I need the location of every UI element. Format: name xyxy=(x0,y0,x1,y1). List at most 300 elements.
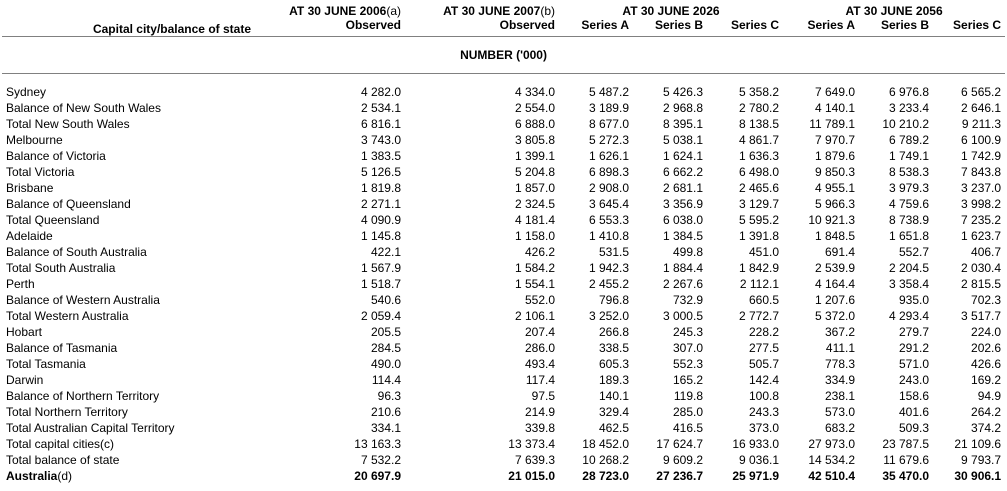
table-row xyxy=(2,132,1005,148)
row-label xyxy=(2,372,255,388)
row-value-cell: 8 738.9 xyxy=(888,213,930,227)
table-row xyxy=(2,324,1005,340)
row-value-cell: 426.2 xyxy=(524,245,555,259)
col-header-2026-series-c: Series C xyxy=(707,18,783,37)
row-value-cell: 5 372.0 xyxy=(814,309,856,323)
row-value-cell: 114.4 xyxy=(371,373,401,387)
group-2007-note: (b) xyxy=(540,4,555,18)
row-label-text: Total balance of state xyxy=(6,453,120,467)
row-value-cell: 4 861.7 xyxy=(738,133,780,147)
row-value-cell: 6 888.0 xyxy=(514,117,555,131)
row-label-text: Total South Australia xyxy=(6,261,116,275)
row-value-cell: 1 857.0 xyxy=(514,181,555,195)
row-value-cell: 3 645.4 xyxy=(588,197,629,211)
row-value-cell: 3 000.5 xyxy=(662,309,703,323)
table-row xyxy=(2,164,1005,180)
row-value-cell: 8 538.3 xyxy=(888,165,930,179)
row-value-cell: 7 649.0 xyxy=(814,85,856,99)
row-value-cell: 7 970.7 xyxy=(814,133,856,147)
row-value-cell: 25 971.9 xyxy=(732,469,780,483)
row-value-cell: 3 517.7 xyxy=(961,309,1002,323)
row-value-cell: 401.6 xyxy=(899,405,930,419)
group-header-2006 xyxy=(255,0,405,18)
row-value-cell: 20 697.9 xyxy=(354,469,401,483)
group-2006-label: AT 30 JUNE 2006 xyxy=(289,4,387,18)
row-value-cell: 2 681.1 xyxy=(662,181,703,195)
row-value-cell: 2 455.2 xyxy=(588,277,629,291)
row-label xyxy=(2,324,255,340)
row-value-cell: 552.0 xyxy=(524,293,555,307)
row-value-cell: 30 906.1 xyxy=(954,469,1002,483)
row-label xyxy=(2,84,255,100)
row-label xyxy=(2,404,255,420)
row-label-text: Total Queensland xyxy=(6,213,100,227)
row-value-cell: 4 181.4 xyxy=(514,213,555,227)
row-value-cell: 11 679.6 xyxy=(883,453,930,467)
row-value-cell: 42 510.4 xyxy=(808,469,856,483)
row-value-cell: 540.6 xyxy=(370,293,401,307)
row-value-cell: 1 879.6 xyxy=(814,149,856,163)
row-value-cell: 490.0 xyxy=(370,357,401,371)
row-value-cell: 4 164.4 xyxy=(814,277,856,291)
population-table xyxy=(2,0,1005,484)
row-value-cell: 411.1 xyxy=(825,341,856,355)
row-value-cell: 5 272.3 xyxy=(588,133,629,147)
row-value-cell: 264.2 xyxy=(971,405,1002,419)
row-label-text: Total Western Australia xyxy=(6,309,129,323)
group-2006-note: (a) xyxy=(386,4,401,18)
row-value-cell: 552.3 xyxy=(672,357,703,371)
row-value-cell: 1 584.2 xyxy=(514,261,555,275)
row-value-cell: 3 189.9 xyxy=(588,101,629,115)
row-value-cell: 1 848.5 xyxy=(814,229,856,243)
row-value-cell: 1 624.1 xyxy=(662,149,703,163)
row-value-cell: 228.2 xyxy=(749,325,780,339)
row-value-cell: 1 410.8 xyxy=(588,229,629,243)
row-value-cell: 2 267.6 xyxy=(662,277,703,291)
row-value-cell: 334.1 xyxy=(370,421,401,435)
row-value-cell: 3 979.3 xyxy=(888,181,930,195)
row-value-cell: 6 498.0 xyxy=(738,165,780,179)
row-value-cell: 1 145.8 xyxy=(360,229,401,243)
row-value-cell: 18 452.0 xyxy=(582,437,629,451)
row-value-cell: 119.8 xyxy=(673,389,703,403)
row-label xyxy=(2,468,255,484)
row-value-cell: 406.7 xyxy=(971,245,1002,259)
row-value-cell: 6 553.3 xyxy=(588,213,629,227)
row-value-cell: 9 609.2 xyxy=(662,453,703,467)
row-label xyxy=(2,180,255,196)
row-value-cell: 1 742.9 xyxy=(961,149,1002,163)
row-value-cell: 9 850.3 xyxy=(814,165,856,179)
row-label xyxy=(2,260,255,276)
unit-divider xyxy=(2,74,1005,85)
row-value-cell: 3 998.2 xyxy=(961,197,1002,211)
row-value-cell: 7 843.8 xyxy=(961,165,1002,179)
row-value-cell: 224.0 xyxy=(971,325,1002,339)
row-value-cell: 4 090.9 xyxy=(360,213,401,227)
row-value-cell: 1 942.3 xyxy=(588,261,629,275)
table-row xyxy=(2,372,1005,388)
row-value-cell: 462.5 xyxy=(598,421,629,435)
row-value-cell: 6 038.0 xyxy=(662,213,703,227)
row-value-cell: 6 789.2 xyxy=(888,133,930,147)
row-value-cell: 5 204.8 xyxy=(514,165,555,179)
row-value-cell: 279.7 xyxy=(899,325,930,339)
row-value-cell: 96.3 xyxy=(377,389,401,403)
row-value-cell: 1 158.0 xyxy=(514,229,555,243)
row-value-cell: 1 554.1 xyxy=(514,277,555,291)
row-value-cell: 4 759.6 xyxy=(888,197,930,211)
group-header-2007 xyxy=(405,0,559,18)
row-value-cell: 158.6 xyxy=(899,389,930,403)
row-value-cell: 329.4 xyxy=(598,405,629,419)
row-value-cell: 2 030.4 xyxy=(961,261,1002,275)
row-value-cell: 165.2 xyxy=(672,373,703,387)
row-value-cell: 3 233.4 xyxy=(888,101,930,115)
row-label-text: Melbourne xyxy=(6,133,63,147)
row-value-cell: 4 282.0 xyxy=(360,85,401,99)
row-value-cell: 2 204.5 xyxy=(888,261,930,275)
group-2007-label: AT 30 JUNE 2007 xyxy=(443,4,541,18)
row-value-cell: 11 789.1 xyxy=(809,117,856,131)
row-label-note: (d) xyxy=(57,469,73,483)
table-row xyxy=(2,260,1005,276)
table-row xyxy=(2,244,1005,260)
row-value-cell: 214.9 xyxy=(524,405,555,419)
row-value-cell: 3 356.9 xyxy=(662,197,703,211)
row-value-cell: 367.2 xyxy=(825,325,856,339)
row-label xyxy=(2,436,255,452)
row-label-note: (c) xyxy=(100,437,115,451)
row-value-cell: 1 623.7 xyxy=(961,229,1002,243)
row-value-cell: 9 211.3 xyxy=(961,117,1002,131)
row-label-text: Adelaide xyxy=(6,229,53,243)
row-value-cell: 2 106.1 xyxy=(514,309,555,323)
group-2056-label: AT 30 JUNE 2056 xyxy=(845,4,943,18)
row-value-cell: 9 036.1 xyxy=(738,453,780,467)
row-value-cell: 4 334.0 xyxy=(514,85,555,99)
row-value-cell: 3 252.0 xyxy=(588,309,629,323)
row-value-cell: 660.5 xyxy=(749,293,780,307)
row-label xyxy=(2,196,255,212)
row-value-cell: 286.0 xyxy=(524,341,555,355)
row-label-text: Sydney xyxy=(6,85,47,99)
row-value-cell: 451.0 xyxy=(749,245,780,259)
table-row xyxy=(2,388,1005,404)
row-value-cell: 2 059.4 xyxy=(360,309,401,323)
col-header-2026-series-a: Series A xyxy=(559,18,633,37)
row-value-cell: 1 636.3 xyxy=(738,149,780,163)
col-header-2026-series-b: Series B xyxy=(633,18,707,37)
row-value-cell: 284.5 xyxy=(370,341,401,355)
row-label-text: Perth xyxy=(6,277,35,291)
row-value-cell: 8 677.0 xyxy=(588,117,629,131)
row-label-text: Australia xyxy=(6,469,58,483)
row-label xyxy=(2,292,255,308)
row-label xyxy=(2,420,255,436)
row-value-cell: 5 038.1 xyxy=(662,133,703,147)
row-value-cell: 117.4 xyxy=(525,373,555,387)
row-value-cell: 778.3 xyxy=(825,357,856,371)
table-row xyxy=(2,340,1005,356)
table-row xyxy=(2,212,1005,228)
row-value-cell: 4 293.4 xyxy=(888,309,930,323)
row-value-cell: 605.3 xyxy=(598,357,629,371)
row-value-cell: 3 805.8 xyxy=(514,133,555,147)
row-value-cell: 307.0 xyxy=(672,341,703,355)
row-value-cell: 5 426.3 xyxy=(662,85,703,99)
row-value-cell: 238.1 xyxy=(825,389,856,403)
col-header-2056-series-a: Series A xyxy=(783,18,859,37)
table-row xyxy=(2,356,1005,372)
row-label xyxy=(2,116,255,132)
row-value-cell: 2 968.8 xyxy=(662,101,703,115)
row-value-cell: 422.1 xyxy=(370,245,401,259)
row-value-cell: 499.8 xyxy=(672,245,703,259)
row-label-text: Balance of Victoria xyxy=(6,149,106,163)
row-label xyxy=(2,132,255,148)
row-value-cell: 5 966.3 xyxy=(814,197,856,211)
row-label-text: Balance of South Australia xyxy=(6,245,147,259)
row-value-cell: 6 100.9 xyxy=(961,133,1002,147)
row-label-text: Balance of New South Wales xyxy=(6,101,161,115)
group-header-2056 xyxy=(783,0,1005,18)
row-value-cell: 373.0 xyxy=(749,421,780,435)
table-row xyxy=(2,228,1005,244)
row-value-cell: 207.4 xyxy=(524,325,555,339)
row-label xyxy=(2,276,255,292)
row-value-cell: 2 815.5 xyxy=(961,277,1002,291)
row-label xyxy=(2,308,255,324)
row-value-cell: 2 646.1 xyxy=(961,101,1002,115)
stub-column-label: Capital city/balance of state xyxy=(92,22,251,36)
row-value-cell: 142.4 xyxy=(749,373,780,387)
row-value-cell: 334.9 xyxy=(825,373,856,387)
table-row xyxy=(2,404,1005,420)
row-value-cell: 935.0 xyxy=(899,293,930,307)
row-value-cell: 291.2 xyxy=(899,341,930,355)
row-value-cell: 10 268.2 xyxy=(582,453,629,467)
row-value-cell: 2 554.0 xyxy=(514,101,555,115)
row-label-text: Balance of Queensland xyxy=(6,197,131,211)
col-header-2056-series-c: Series C xyxy=(933,18,1005,37)
row-value-cell: 13 163.3 xyxy=(354,437,401,451)
row-label xyxy=(2,244,255,260)
row-value-cell: 1 842.9 xyxy=(738,261,780,275)
table-row xyxy=(2,180,1005,196)
row-value-cell: 1 207.6 xyxy=(814,293,856,307)
row-value-cell: 6 898.3 xyxy=(588,165,629,179)
row-label-text: Total Tasmania xyxy=(6,357,86,371)
table-total-row xyxy=(2,468,1005,484)
row-value-cell: 339.8 xyxy=(524,421,555,435)
row-value-cell: 2 780.2 xyxy=(738,101,780,115)
row-value-cell: 702.3 xyxy=(971,293,1002,307)
row-label-text: Darwin xyxy=(6,373,44,387)
table-row xyxy=(2,148,1005,164)
row-value-cell: 3 129.7 xyxy=(738,197,780,211)
row-value-cell: 5 358.2 xyxy=(738,85,780,99)
row-value-cell: 4 140.1 xyxy=(814,101,856,115)
row-value-cell: 1 819.8 xyxy=(360,181,401,195)
unit-label: NUMBER ('000) xyxy=(460,48,547,62)
row-value-cell: 169.2 xyxy=(971,373,1002,387)
row-value-cell: 6 662.2 xyxy=(662,165,703,179)
table-row xyxy=(2,276,1005,292)
row-value-cell: 2 465.6 xyxy=(738,181,780,195)
row-value-cell: 338.5 xyxy=(598,341,629,355)
row-value-cell: 416.5 xyxy=(672,421,703,435)
row-value-cell: 94.9 xyxy=(977,389,1002,403)
row-value-cell: 140.1 xyxy=(598,389,629,403)
row-value-cell: 13 373.4 xyxy=(508,437,555,451)
row-value-cell: 1 383.5 xyxy=(360,149,401,163)
table-row xyxy=(2,452,1005,468)
row-label-text: Total New South Wales xyxy=(6,117,130,131)
table-row xyxy=(2,420,1005,436)
row-label-text: Balance of Western Australia xyxy=(6,293,160,307)
col-header-2056-series-b: Series B xyxy=(859,18,933,37)
row-value-cell: 1 399.1 xyxy=(514,149,555,163)
row-value-cell: 5 595.2 xyxy=(738,213,780,227)
row-label-text: Total capital cities xyxy=(6,437,101,451)
row-value-cell: 266.8 xyxy=(598,325,629,339)
row-label-text: Balance of Northern Territory xyxy=(6,389,160,403)
row-value-cell: 2 539.9 xyxy=(814,261,856,275)
row-value-cell: 1 749.1 xyxy=(888,149,930,163)
header-group-row xyxy=(2,0,1005,18)
row-value-cell: 493.4 xyxy=(524,357,555,371)
row-value-cell: 509.3 xyxy=(899,421,930,435)
row-label-text: Balance of Tasmania xyxy=(6,341,118,355)
row-value-cell: 3 237.0 xyxy=(961,181,1002,195)
row-value-cell: 6 565.2 xyxy=(961,85,1002,99)
table-row xyxy=(2,196,1005,212)
row-label xyxy=(2,388,255,404)
row-value-cell: 285.0 xyxy=(672,405,703,419)
row-value-cell: 1 384.5 xyxy=(662,229,703,243)
row-value-cell: 5 487.2 xyxy=(588,85,629,99)
table-body xyxy=(2,37,1005,485)
row-label-text: Brisbane xyxy=(6,181,54,195)
row-value-cell: 796.8 xyxy=(598,293,629,307)
row-value-cell: 1 651.8 xyxy=(888,229,930,243)
row-label xyxy=(2,100,255,116)
table-row xyxy=(2,84,1005,100)
unit-row xyxy=(2,37,1005,74)
row-value-cell: 2 772.7 xyxy=(738,309,780,323)
col-header-observed-2007: Observed xyxy=(405,18,559,37)
group-2026-label: AT 30 JUNE 2026 xyxy=(622,4,720,18)
row-label xyxy=(2,164,255,180)
row-value-cell: 16 933.0 xyxy=(732,437,780,451)
row-value-cell: 8 138.5 xyxy=(738,117,780,131)
row-value-cell: 202.6 xyxy=(971,341,1002,355)
row-label xyxy=(2,148,255,164)
row-value-cell: 14 534.2 xyxy=(808,453,856,467)
row-value-cell: 100.8 xyxy=(749,389,780,403)
row-label-text: Hobart xyxy=(6,325,43,339)
row-value-cell: 4 955.1 xyxy=(814,181,856,195)
row-value-cell: 27 236.7 xyxy=(656,469,703,483)
row-value-cell: 2 908.0 xyxy=(588,181,629,195)
table-row xyxy=(2,100,1005,116)
row-value-cell: 7 639.3 xyxy=(514,453,555,467)
row-value-cell: 552.7 xyxy=(899,245,930,259)
row-value-cell: 1 567.9 xyxy=(360,261,401,275)
row-value-cell: 277.5 xyxy=(749,341,780,355)
row-value-cell: 3 358.4 xyxy=(888,277,930,291)
row-value-cell: 531.5 xyxy=(598,245,629,259)
row-value-cell: 205.5 xyxy=(370,325,401,339)
row-value-cell: 9 793.7 xyxy=(961,453,1002,467)
col-header-observed-2006: Observed xyxy=(255,18,405,37)
row-value-cell: 505.7 xyxy=(749,357,780,371)
row-value-cell: 21 109.6 xyxy=(954,437,1002,451)
table-row xyxy=(2,436,1005,452)
table-row xyxy=(2,292,1005,308)
group-header-2026 xyxy=(559,0,783,18)
row-value-cell: 28 723.0 xyxy=(582,469,629,483)
row-label-text: Total Victoria xyxy=(6,165,75,179)
row-value-cell: 573.0 xyxy=(825,405,856,419)
table-row xyxy=(2,116,1005,132)
row-label xyxy=(2,356,255,372)
row-value-cell: 243.3 xyxy=(749,405,780,419)
row-value-cell: 691.4 xyxy=(825,245,856,259)
row-value-cell: 5 126.5 xyxy=(360,165,401,179)
row-label-text: Total Northern Territory xyxy=(6,405,128,419)
row-value-cell: 23 787.5 xyxy=(882,437,930,451)
row-label xyxy=(2,452,255,468)
row-value-cell: 7 532.2 xyxy=(360,453,401,467)
row-value-cell: 2 271.1 xyxy=(360,197,401,211)
table-row xyxy=(2,308,1005,324)
row-value-cell: 10 210.2 xyxy=(882,117,930,131)
stub-column-header xyxy=(2,0,255,37)
row-value-cell: 1 884.4 xyxy=(662,261,703,275)
row-value-cell: 2 112.1 xyxy=(739,277,780,291)
row-value-cell: 1 391.8 xyxy=(738,229,780,243)
row-value-cell: 6 976.8 xyxy=(888,85,930,99)
row-value-cell: 10 921.3 xyxy=(808,213,856,227)
row-value-cell: 189.3 xyxy=(598,373,629,387)
row-value-cell: 683.2 xyxy=(825,421,856,435)
row-value-cell: 210.6 xyxy=(370,405,401,419)
row-value-cell: 7 235.2 xyxy=(961,213,1002,227)
row-value-cell: 17 624.7 xyxy=(656,437,703,451)
row-value-cell: 243.0 xyxy=(899,373,930,387)
row-value-cell: 8 395.1 xyxy=(662,117,703,131)
row-value-cell: 245.3 xyxy=(672,325,703,339)
row-label xyxy=(2,228,255,244)
row-value-cell: 2 324.5 xyxy=(514,197,555,211)
row-value-cell: 732.9 xyxy=(672,293,703,307)
row-value-cell: 1 518.7 xyxy=(360,277,401,291)
row-label xyxy=(2,212,255,228)
row-value-cell: 21 015.0 xyxy=(508,469,555,483)
row-value-cell: 3 743.0 xyxy=(360,133,401,147)
row-value-cell: 571.0 xyxy=(899,357,930,371)
row-value-cell: 426.6 xyxy=(971,357,1002,371)
row-label-text: Total Australian Capital Territory xyxy=(6,421,175,435)
row-value-cell: 97.5 xyxy=(531,389,555,403)
row-value-cell: 374.2 xyxy=(971,421,1002,435)
row-value-cell: 2 534.1 xyxy=(360,101,401,115)
table-header xyxy=(2,0,1005,37)
row-label xyxy=(2,340,255,356)
